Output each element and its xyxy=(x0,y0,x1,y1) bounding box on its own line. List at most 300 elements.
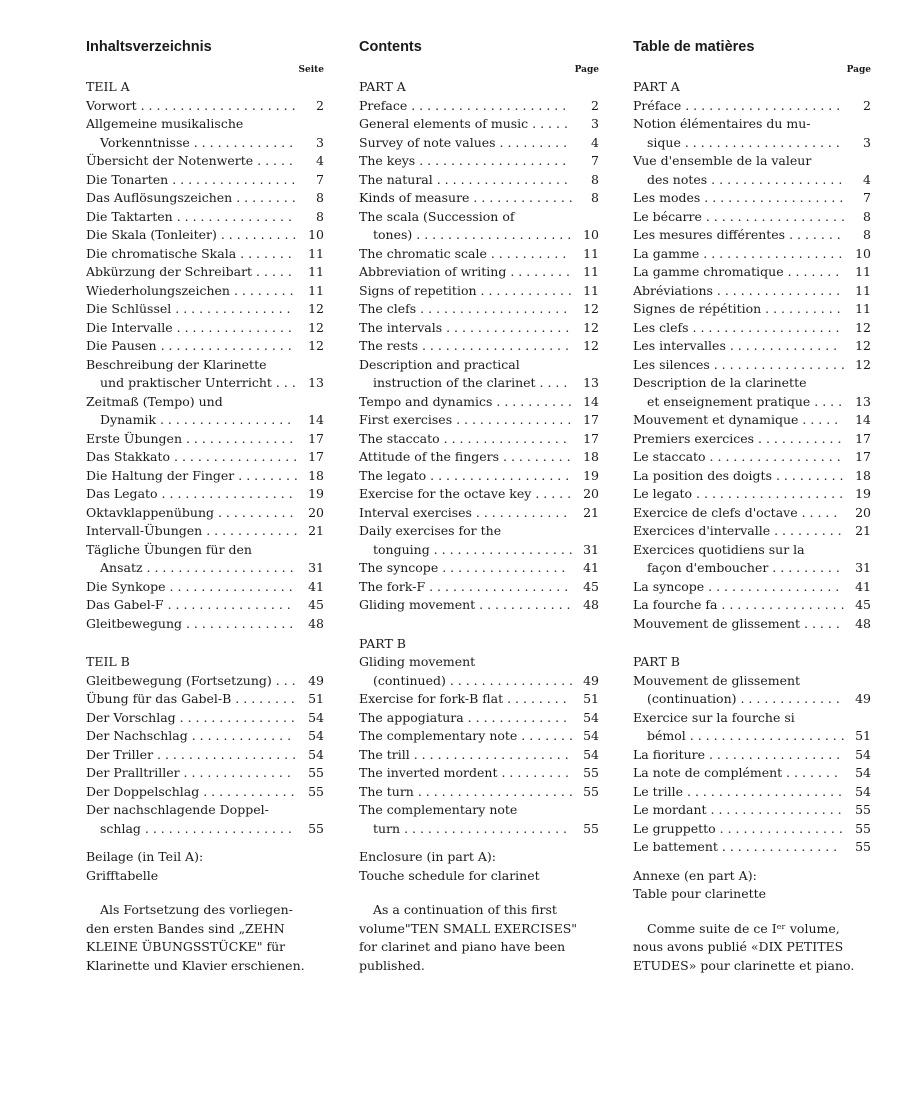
toc-entry xyxy=(633,263,871,282)
toc-entry xyxy=(633,356,871,375)
toc-entry xyxy=(86,226,324,245)
toc-entry-page: 14 xyxy=(855,412,871,427)
toc-entry xyxy=(633,522,871,541)
toc-entry-page: 19 xyxy=(855,486,871,501)
toc-entry-page: 51 xyxy=(308,691,324,706)
toc-entry xyxy=(633,97,871,116)
toc-entry-title xyxy=(633,283,844,301)
toc-entry-title xyxy=(633,152,845,189)
toc-entry-title-line: The appogiatura xyxy=(359,709,464,725)
toc-entry-title xyxy=(86,449,297,467)
toc-entry-title-line: Das Legato xyxy=(86,486,158,501)
toc-entry-page: 12 xyxy=(308,319,324,335)
toc-entry-title-line: bémol xyxy=(647,728,686,743)
toc-entry-page: 20 xyxy=(855,504,871,520)
toc-entry-title xyxy=(359,801,573,838)
toc-entry-title-line: Les silences xyxy=(633,356,710,372)
toc-entry-title xyxy=(633,209,845,227)
toc-entry-title xyxy=(359,338,570,356)
toc-entry-title-line: The scala (Succession of xyxy=(359,208,515,224)
toc-entry xyxy=(359,783,599,802)
toc-entry xyxy=(86,319,324,338)
note-line: KLEINE ÜBUNGSSTÜCKE" für xyxy=(86,939,286,954)
toc-entry-title-line: Preface xyxy=(359,97,408,113)
toc-entry-title-line: Allgemeine musikalische xyxy=(86,116,244,131)
toc-entry-page: 7 xyxy=(863,190,871,205)
continuation-note xyxy=(86,901,324,975)
toc-entry-title-line: Die Haltung der Finger xyxy=(86,467,235,483)
part-b-list xyxy=(86,672,324,839)
toc-entry-title-line: Der Nachschlag xyxy=(86,728,188,743)
toc-entry-title-line: Übung für das Gabel-B xyxy=(86,691,232,706)
toc-entry-title-line: Die Taktarten xyxy=(86,208,173,224)
note-line: Als Fortsetzung des vorliegen- xyxy=(100,902,293,917)
toc-entry-title xyxy=(359,765,570,783)
toc-entry-page: 8 xyxy=(863,227,871,242)
toc-entry-title-line: The turn xyxy=(359,783,414,799)
toc-entry-title-line: Der Triller xyxy=(86,746,154,762)
toc-entry-title-line: Das Gabel-F xyxy=(86,597,164,612)
toc-entry xyxy=(86,189,324,208)
toc-entry-title-line: Der Doppelschlag xyxy=(86,783,200,799)
toc-entry xyxy=(359,596,599,615)
toc-entry-title-line: Exercices d'intervalle xyxy=(633,523,771,538)
toc-entry-title xyxy=(633,374,845,411)
toc-entry-title xyxy=(359,283,572,301)
toc-entry-title-line: Die Pausen xyxy=(86,338,157,353)
part-a-list xyxy=(359,97,599,615)
toc-entry-title xyxy=(633,338,844,356)
toc-entry-title xyxy=(359,412,571,430)
toc-entry xyxy=(359,690,599,709)
toc-entry-page: 3 xyxy=(863,134,871,150)
toc-entry-title xyxy=(633,616,844,634)
toc-entry xyxy=(359,134,599,153)
toc-entry-title xyxy=(86,691,297,709)
toc-entry-title-line: Préface xyxy=(633,97,682,113)
toc-entry xyxy=(86,783,324,802)
toc-entry xyxy=(86,485,324,504)
toc-entry-page: 54 xyxy=(308,709,324,725)
toc-entry-page: 49 xyxy=(855,691,871,706)
toc-entry-title xyxy=(633,412,844,430)
toc-entry-page: 8 xyxy=(316,208,324,224)
toc-entry-page: 2 xyxy=(863,97,871,113)
toc-entry-title-line: Die Skala (Tonleiter) xyxy=(86,227,217,242)
toc-entry-page: 49 xyxy=(308,672,324,688)
toc-entry-title-line: La gamme xyxy=(633,245,700,261)
toc-entry-title xyxy=(86,468,298,486)
toc-entry-title xyxy=(359,356,573,393)
toc-entry xyxy=(359,467,599,486)
toc-entry-title xyxy=(86,172,297,190)
toc-entry xyxy=(633,672,871,709)
toc-entry-title-line: Der Pralltriller xyxy=(86,765,180,780)
toc-entry-title xyxy=(86,153,297,171)
toc-entry-title-line: Exercices quotidiens sur la xyxy=(633,541,805,557)
toc-entry xyxy=(359,709,599,728)
note-line: Comme suite de ce Iᵉʳ volume, xyxy=(647,920,840,936)
toc-entry-title-line: Das Auflösungszeichen xyxy=(86,190,233,205)
toc-entry-title xyxy=(359,653,573,690)
toc-entry xyxy=(359,485,599,504)
toc-entry-title xyxy=(86,597,297,615)
toc-entry xyxy=(359,801,599,838)
toc-entry-title-line: Vorwort xyxy=(86,97,137,113)
toc-entry-title xyxy=(86,264,297,282)
toc-entry xyxy=(86,208,324,227)
toc-entry xyxy=(633,783,871,802)
toc-entry-title-line: tonguing xyxy=(373,541,430,557)
toc-entry-title xyxy=(633,709,845,746)
toc-entry-title xyxy=(86,356,298,393)
part-b-heading: PART B xyxy=(633,654,680,669)
toc-entry xyxy=(633,746,871,765)
toc-entry-page: 14 xyxy=(308,412,324,427)
toc-entry-page: 8 xyxy=(591,190,599,205)
toc-entry-title-line: The trill xyxy=(359,746,410,762)
toc-entry-title-line: Exercice de clefs d'octave xyxy=(633,504,798,520)
toc-entry-title xyxy=(633,821,844,839)
toc-entry-title xyxy=(633,320,844,338)
toc-entry-page: 18 xyxy=(855,467,871,483)
toc-entry xyxy=(633,189,871,208)
toc-entry-page: 55 xyxy=(855,820,871,836)
toc-entry-page: 14 xyxy=(583,393,599,409)
toc-entry-title-line: tones) xyxy=(373,227,413,242)
toc-entry-title xyxy=(86,710,297,728)
toc-entry-page: 17 xyxy=(308,449,324,464)
toc-entry-title xyxy=(86,320,297,338)
toc-entry xyxy=(86,672,324,691)
toc-entry-title xyxy=(633,505,844,523)
toc-entry-page: 11 xyxy=(855,282,871,298)
toc-entry xyxy=(359,356,599,393)
toc-entry-page: 11 xyxy=(855,301,871,316)
supplement-line: Beilage (in Teil A): xyxy=(86,849,204,864)
toc-entry xyxy=(633,467,871,486)
toc-entry xyxy=(359,578,599,597)
part-a-heading: TEIL A xyxy=(86,79,130,94)
toc-entry-page: 21 xyxy=(308,523,324,538)
toc-entry xyxy=(633,801,871,820)
toc-entry-title xyxy=(633,523,844,541)
toc-entry-page: 8 xyxy=(591,171,599,187)
toc-entry-title-line: Exercise for the octave key xyxy=(359,486,532,501)
toc-entry-title-line: Le gruppetto xyxy=(633,820,716,836)
toc-entry xyxy=(359,430,599,449)
toc-entry-title-line: Les mesures différentes xyxy=(633,227,786,242)
toc-entry-title xyxy=(86,115,298,152)
toc-entry-title-line: Der nachschlagende Doppel- xyxy=(86,802,269,817)
toc-entry-title xyxy=(86,505,297,523)
toc-entry-title-line: La note de complément xyxy=(633,765,783,780)
toc-entry xyxy=(359,300,599,319)
toc-entry-page: 45 xyxy=(583,578,599,594)
toc-entry-page: 10 xyxy=(583,227,599,242)
toc-entry-page: 3 xyxy=(591,116,599,131)
toc-entry-title-line: Zeitmaß (Tempo) und xyxy=(86,393,223,409)
toc-entry-title-line: Survey of note values xyxy=(359,134,496,150)
toc-entry-title xyxy=(633,431,844,449)
toc-entry-title-line: Kinds of measure xyxy=(359,190,470,205)
toc-entry xyxy=(633,411,871,430)
toc-entry-page: 21 xyxy=(855,523,871,538)
toc-entry-title xyxy=(359,784,573,802)
toc-entry xyxy=(86,578,324,597)
toc-entry-title-line: Abkürzung der Schreibart xyxy=(86,264,253,279)
toc-entry xyxy=(359,152,599,171)
toc-entry-page: 20 xyxy=(583,486,599,501)
toc-entry-title-line: The intervals xyxy=(359,319,443,335)
toc-entry-page: 12 xyxy=(583,338,599,353)
toc-entry-title xyxy=(633,597,845,615)
toc-entry-page: 54 xyxy=(855,765,871,780)
toc-entry-page: 13 xyxy=(583,375,599,390)
toc-entry-page: 54 xyxy=(583,728,599,743)
toc-entry-title-line: Ansatz xyxy=(100,560,143,575)
toc-entry xyxy=(633,300,871,319)
toc-entry-page: 48 xyxy=(308,615,324,631)
toc-entry xyxy=(633,208,871,227)
toc-entry-page: 12 xyxy=(855,338,871,353)
toc-entry xyxy=(86,801,324,838)
toc-entry-title xyxy=(86,523,298,541)
toc-entry-title xyxy=(359,301,570,319)
toc-entry-title-line: Exercice sur la fourche si xyxy=(633,709,795,725)
toc-entry-page: 17 xyxy=(583,430,599,446)
note-line: As a continuation of this first xyxy=(373,902,557,917)
toc-entry-title-line: Description and practical xyxy=(359,356,520,372)
toc-entry-title xyxy=(86,98,297,116)
toc-entry xyxy=(86,764,324,783)
toc-entry-title xyxy=(633,839,844,857)
toc-entry-title-line: The rests xyxy=(359,338,418,353)
toc-entry-title-line: Le trille xyxy=(633,783,684,799)
supplement-line: Touche schedule for clarinet xyxy=(359,867,540,883)
toc-entry-page: 55 xyxy=(855,802,871,817)
toc-entry-page: 51 xyxy=(583,691,599,706)
toc-entry-title-line: Gleitbewegung xyxy=(86,615,183,631)
part-a-list xyxy=(86,97,324,634)
toc-entry-title xyxy=(359,449,571,467)
toc-entry-title-line: The inverted mordent xyxy=(359,765,498,780)
toc-entry-title xyxy=(359,486,571,504)
toc-entry-title-line: Die Intervalle xyxy=(86,319,173,335)
toc-entry xyxy=(86,245,324,264)
toc-entry xyxy=(359,559,599,578)
toc-entry-title-line: Beschreibung der Klarinette xyxy=(86,356,267,372)
toc-entry-title-line: Abréviations xyxy=(633,282,713,298)
toc-entry-title-line: The complementary note xyxy=(359,802,518,817)
note-line: volume"TEN SMALL EXERCISES" xyxy=(359,920,578,936)
toc-entry-page: 54 xyxy=(855,746,871,762)
toc-entry xyxy=(359,337,599,356)
toc-entry-title-line: Gliding movement xyxy=(359,654,476,669)
toc-entry-page: 48 xyxy=(855,615,871,631)
toc-entry xyxy=(359,189,599,208)
toc-entry-title xyxy=(86,784,297,802)
toc-entry-title-line: Die Synkope xyxy=(86,578,166,594)
toc-entry xyxy=(359,764,599,783)
toc-entry xyxy=(86,430,324,449)
page-column-label: Page xyxy=(574,65,599,75)
toc-entry-title-line: Le bécarre xyxy=(633,208,702,224)
toc-entry xyxy=(633,838,871,857)
part-b-list xyxy=(633,672,871,857)
toc-entry-page: 11 xyxy=(583,282,599,298)
page-column-label: Page xyxy=(846,65,871,75)
toc-entry-title xyxy=(633,541,845,578)
toc-entry-page: 11 xyxy=(308,282,324,298)
toc-entry-title-line: façon d'emboucher xyxy=(647,560,769,575)
toc-entry-title xyxy=(359,153,570,171)
toc-entry-title-line: Wiederholungszeichen xyxy=(86,282,230,298)
toc-entry-title-line: Signes de répétition xyxy=(633,301,762,316)
toc-entry-title xyxy=(633,579,844,597)
toc-entry-page: 13 xyxy=(855,393,871,409)
toc-entry xyxy=(359,282,599,301)
toc-entry-title-line: (continuation) xyxy=(647,691,737,706)
toc-entry-page: 8 xyxy=(316,190,324,205)
toc-entry xyxy=(633,448,871,467)
page-column-label: Seite xyxy=(298,65,324,75)
toc-entry xyxy=(86,746,324,765)
toc-entry-title xyxy=(633,468,844,486)
toc-entry xyxy=(86,337,324,356)
toc-entry-page: 55 xyxy=(583,765,599,780)
toc-entry xyxy=(359,653,599,690)
part-b-list xyxy=(359,653,599,838)
toc-entry-page: 17 xyxy=(308,430,324,446)
toc-entry-page: 12 xyxy=(855,319,871,335)
toc-entry-page: 10 xyxy=(855,245,871,261)
toc-entry-title-line: Mouvement de glissement xyxy=(633,615,801,631)
toc-entry-title-line: Daily exercises for the xyxy=(359,523,502,538)
toc-entry-title xyxy=(359,691,570,709)
toc-entry-title-line: Das Stakkato xyxy=(86,449,171,464)
note-line: ETUDES» pour clarinette et piano. xyxy=(633,957,855,973)
toc-entry xyxy=(633,504,871,523)
toc-entry xyxy=(86,615,324,634)
toc-entry-page: 31 xyxy=(308,560,324,575)
toc-entry-title-line: Mouvement et dynamique xyxy=(633,412,799,427)
toc-entry xyxy=(86,504,324,523)
toc-entry-page: 55 xyxy=(308,783,324,799)
toc-entry-title xyxy=(86,486,297,504)
toc-entry-title xyxy=(86,728,297,746)
toc-entry-title-line: Le mordant xyxy=(633,802,707,817)
toc-entry xyxy=(359,448,599,467)
toc-entry xyxy=(633,226,871,245)
toc-entry-title xyxy=(359,505,570,523)
toc-entry-page: 55 xyxy=(308,820,324,836)
toc-entry xyxy=(359,504,599,523)
toc-entry xyxy=(86,115,324,152)
toc-entry-title-line: The keys xyxy=(359,153,416,168)
toc-entry-title xyxy=(359,116,570,134)
column-heading: Table de matières xyxy=(633,39,755,55)
toc-entry-title xyxy=(359,468,570,486)
toc-entry-page: 8 xyxy=(863,208,871,224)
toc-entry-title xyxy=(86,431,297,449)
toc-entry xyxy=(359,263,599,282)
toc-entry xyxy=(633,374,871,411)
toc-entry xyxy=(633,152,871,189)
toc-entry-title-line: Die Tonarten xyxy=(86,171,169,187)
toc-entry-title-line: Tägliche Übungen für den xyxy=(86,541,252,557)
toc-entry-title-line: Die Schlüssel xyxy=(86,301,172,316)
toc-entry-page: 12 xyxy=(583,319,599,335)
toc-entry-title-line: La gamme chromatique xyxy=(633,264,784,279)
toc-entry-title xyxy=(86,338,297,356)
part-b-heading: TEIL B xyxy=(86,654,130,669)
toc-entry-title xyxy=(86,579,297,597)
continuation-note xyxy=(633,920,871,976)
toc-entry-title xyxy=(359,135,570,153)
toc-entry-title xyxy=(633,802,844,820)
toc-entry-page: 12 xyxy=(308,338,324,353)
toc-entry-title xyxy=(633,98,844,116)
toc-entry-title xyxy=(359,560,570,578)
toc-entry-title xyxy=(359,190,573,208)
toc-entry-title xyxy=(633,784,844,802)
toc-entry-title-line: Exercise for fork-B flat xyxy=(359,691,504,706)
toc-entry-page: 20 xyxy=(308,504,324,520)
supplement-line: Enclosure (in part A): xyxy=(359,849,496,864)
note-line: den ersten Bandes sind „ZEHN xyxy=(86,920,285,936)
note-line: Klarinette und Klavier erschienen. xyxy=(86,957,305,973)
toc-entry xyxy=(86,356,324,393)
toc-entry-title xyxy=(359,246,570,264)
toc-entry-page: 45 xyxy=(308,597,324,612)
toc-column-german xyxy=(86,38,324,975)
toc-entry-title-line: Erste Übungen xyxy=(86,430,182,446)
toc-entry xyxy=(359,208,599,245)
toc-entry-title-line: The legato xyxy=(359,467,427,483)
toc-entry-title-line: The clefs xyxy=(359,301,417,316)
toc-entry-page: 19 xyxy=(583,467,599,483)
toc-entry-page: 55 xyxy=(855,839,871,854)
toc-entry-page: 55 xyxy=(308,765,324,780)
toc-entry-page: 3 xyxy=(316,134,324,150)
toc-entry xyxy=(633,764,871,783)
toc-entry-title-line: Die chromatische Skala xyxy=(86,245,237,261)
toc-entry-page: 54 xyxy=(308,746,324,762)
toc-entry xyxy=(633,485,871,504)
toc-entry-title xyxy=(86,301,297,319)
toc-entry xyxy=(359,115,599,134)
toc-entry xyxy=(86,690,324,709)
toc-entry-page: 4 xyxy=(316,153,324,168)
toc-entry xyxy=(86,448,324,467)
toc-entry xyxy=(633,337,871,356)
toc-entry-page: 7 xyxy=(591,153,599,168)
toc-column-english xyxy=(359,38,599,975)
toc-entry xyxy=(86,522,324,541)
toc-entry xyxy=(633,430,871,449)
toc-entry-title-line: Notion élémentaires du mu- xyxy=(633,116,811,131)
supplement-line: Table pour clarinette xyxy=(633,886,767,901)
toc-entry-title-line: Vue d'ensemble de la valeur xyxy=(633,153,812,168)
toc-entry-page: 54 xyxy=(855,783,871,799)
toc-entry-page: 51 xyxy=(855,728,871,743)
continuation-note xyxy=(359,901,599,975)
toc-entry xyxy=(86,171,324,190)
toc-entry-page: 54 xyxy=(583,746,599,762)
toc-entry-page: 17 xyxy=(583,412,599,427)
toc-entry-title xyxy=(359,208,573,245)
